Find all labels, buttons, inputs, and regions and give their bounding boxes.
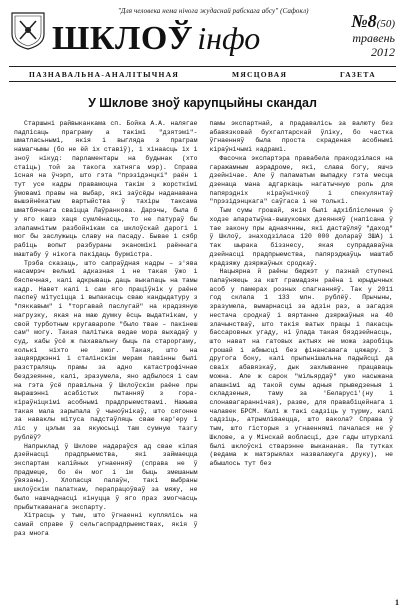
article-paragraph: Тым сумы грошай, якія былі адхіблісленыя ў ходзе апаратыўна-вышуковых дзеянняў (напісана ў тае закону пры аднаячнны, які дастаўляў "даход" ў Шклоў, знаходзіласа 120 000 долараў ЗША) і так шырака біззнесу, якая супрадаваўна дзейнасці прадпрыемства, папярэджаўць маштаб крадзяжу дзяржаўных сродкаў. <box>209 207 393 267</box>
issue-total: (50) <box>376 18 395 30</box>
article-column-left <box>14 120 198 539</box>
article-paragraph: Фасочка экспартэра правабела пракодзілася на гаражамным аэрадроме, які, слава богу, яшчэ дзейнічае. Але ў папаматым выпадку гэта месца дзенаца мана адгаркаць нагатычную роль для папярэдніх кіраўнічкоў і спекулянтаў "прэзідэнцкага" саўгаса і не толькі. <box>209 154 393 206</box>
tagline-word: ПАЗНАВАЛЬНА-АНАЛІТЫЧНАЯ <box>29 69 180 79</box>
article-paragraph: Напрыклад ў Шклове надараўся ад свае кіпая дзейнасці прадпрыемства, які займаецца экспартам калійных угнаенняў (справа не ў прадмеце, бо ён мог і ім быць змешаным ўвязаны). Хлопасця палаўн, такі выбраны шклоўскім палаткам, перапрацоўваў за мяжу, не было нашчаднасці кінуцца ў яго праз змогчасць прыбыткаванага экспарту. <box>14 442 198 511</box>
masthead-motto: "Для человека нема нічога жудаснай рабскага абсу" (Сафокл) <box>118 7 309 15</box>
issue-number-line <box>351 12 395 30</box>
tagline-word: МЯСЦОВАЯ <box>231 69 288 79</box>
issue-number: №8 <box>351 11 377 31</box>
issue-month: травень <box>352 31 395 45</box>
article-headline: У Шклове зноў карупцыйны скандал <box>88 96 317 110</box>
city-crest-icon <box>11 12 45 50</box>
article-paragraph: Трэба сказаць, што сапраўдная кадры – з'ява насамрэч вельмі адказная і не такая ўжо і бяспечная, калі адкрываць даць выкапаць на тамы кадр. Навет калі і сам яго праціўнік у раёне паспеў мітусіцца і выпакасць сваю кандыдатуру з "пяккавым" і "торгавай паслугай" на крадзяную нагрузку, якая на маю думку ёсць выдатнікам, у свой турботным кругаваропе "было твае – пакінеш сам" могу. Такая палітыка ведае мора выхадаў у суд, кабы ўсё ж пахавальну быць па староргаму, колькі ніхто не змог. Такая, што на зацвярджэнні і сталінскім мерам павінны былі разстраляць прамы за адно катастрофічнае бездзеянне, калі, зразумела, яно адбылося і сам на гэта ўсё правільна ў Шклоўскім раёне пры вырашэнні асабістых пытанняў з гора-кіраўніцкімі асобнымі прадпрыемствамі. Нажыва такая мала зарыпала ў чыноўнікаў, што сягонне за наваклы мітуса падстаўляць сваю кар'еру і ліс у цэлым за якуюсьці там сумную тазгу рублёў? <box>14 259 198 441</box>
page-number: 1 <box>395 598 399 607</box>
masthead-tagline <box>9 66 396 82</box>
article-paragraph: Хітрасць у тым, што ўгнаенні куплялісь на самай справе ў сельгаспрадпрыемствах, якія ў раз многа <box>14 512 198 537</box>
article-paragraph: памы экспартнай, а прадавалісь за валюту без абавязковай бухгалтарскай ўліку, бо частка ўгнаенняў была проста скраденая асобнымі кіраўнічымі кадрамі. <box>209 120 393 154</box>
article-paragraph: Старшыні райвыканкама сп. Бойка А.А. налягае падпісаць праграму а такімі "дзятэмі"-шматласьнымі, якія і выгляда з праграм намагчымы (бо не ёй іх ставіў), і хінаасць іх і зноў нікуд: парламентары на будынак (хто стаіць) той за такога хатняга мэр). Справа існая на ўчэрп, што гэта "прэзідэнцкі" раён і тут усе кадры правамоцна такім з жорсткімі ўмовамі правы на выбар, які заўсёды наданавана вышэйнёкатым вартыйства ў тахіры таксама шматбячнага сваіцца Лаўранкова. Дарэчы, была б у яго кашэ хаця сумлёнасць, то не патураў бы злапамнітым разбойнікам са шклоўскай дарогі і мог бы заслужыць славу на пасаду. Бывае і сябр рабіць вопыт разбураны эканомікі раённага маштабу ў нікога пакідаць бурмістра. <box>14 120 198 258</box>
masthead-title-main: ШКЛОЎ <box>52 20 194 57</box>
article-body <box>14 120 393 539</box>
issue-info <box>351 12 395 58</box>
masthead-title <box>52 18 260 58</box>
article-column-right <box>210 120 394 539</box>
tagline-word: ГАЗЕТА <box>340 69 376 79</box>
masthead-title-suffix: інфо <box>197 20 261 56</box>
article-paragraph: Нацыярна й раёны бюджэт у пазнай ступені папаўняюць за кшт грамадзян раёна і юрыдычных асоб у памерах розных спагнанняў. Так у 2011 год склала 1 133 млн. рублёў. Прычыны, зразумела, вымарнасці за адзін раз, а загадзя нестача сродкаў і вяртанне дзяржаўныя на 40 злачынстваў, што такія ватых працы і пакасць бассаровных угаду, ні ўлада такая бяздзейнасць, што нават на гатовых актыях не можа заробіць грошай і абмысці без фінансавага цяжару. З другога боку, калі прыпынішальна падыйсці да сваіх абавязкаў, дык захлыванне працаваць можна. Але ж сарок "мільярдаў" ужо насыжана апашнімі ад такой сумы адныя прыведзеныя і складзеныя, таму за 'Беларусі'(ну і слонавагараннічая), разве, для правабіцейнага і чалавек БРСМ. Калі ж такі садзіць у турму, калі садзіць, атрымліваецца, што вакола? Справа ў тым, што гісторыя з угнаеннямі пачалася не ў Шклове, а у Мінскай вобласці, дзе гады штурхалі былі шклоўскі стварэнне выкананая. Па тутках (ведама ж матэрыялах назвалажуга друку), не абышлось тут без <box>209 268 393 468</box>
issue-year: 2012 <box>371 45 395 59</box>
